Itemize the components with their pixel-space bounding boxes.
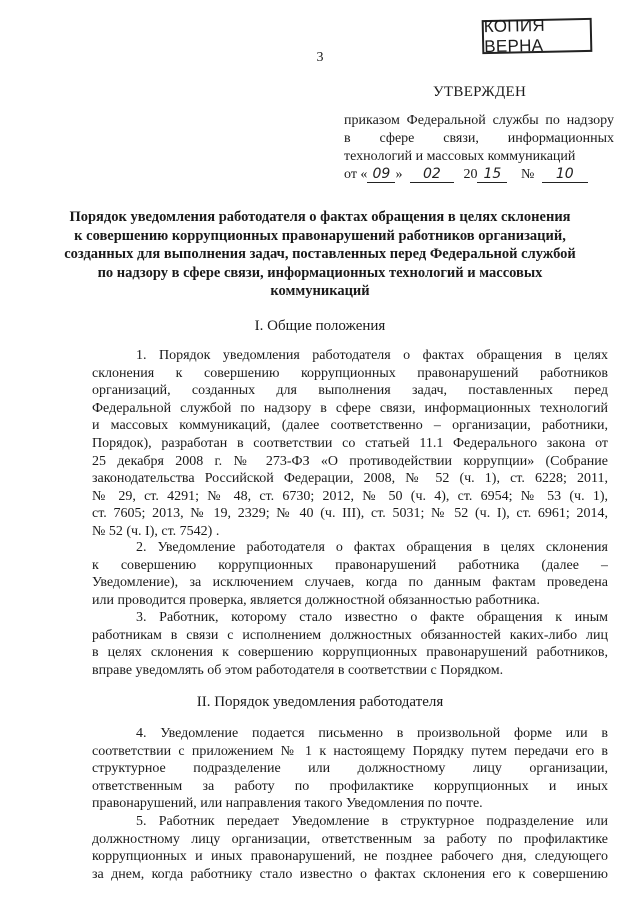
section-heading-general: I. Общие положения	[254, 318, 386, 334]
text-line: 4. Уведомление подается письменно в произвольной форме или в	[136, 726, 608, 741]
date-prefix: от «	[344, 167, 368, 182]
handwritten-day: 09	[367, 166, 395, 183]
order-reference	[344, 112, 614, 166]
text-line: ответственным за работу по профилактике коррупционных и иных	[92, 778, 608, 794]
text-line: 1. Порядок уведомления работодателя о фактах обращения в целях	[136, 348, 608, 363]
text-line: должностному лицу организации, ответственным за работу по профилактике	[92, 831, 608, 847]
year-prefix: 20	[463, 167, 478, 182]
text-line: 5. Работник передает Уведомление в структурное подразделение или	[136, 814, 608, 829]
text-line: работникам в связи с исполнением должностных обязанностей каких-либо лиц	[92, 627, 608, 643]
text-line: к совершению коррупционных правонарушений работника (далее –	[92, 557, 608, 573]
section-heading-procedure: II. Порядок уведомления работодателя	[196, 694, 444, 710]
copy-certified-stamp	[482, 15, 593, 57]
page-number: 3	[316, 50, 324, 65]
text-line: структурное подразделение или должностному лицу организации,	[92, 761, 608, 777]
text-line: организаций, созданных для выполнения задач, поставленных перед	[92, 383, 608, 399]
text-line: правонарушений, или направления такого Уведомления по почте.	[92, 796, 483, 812]
text-line: № 52 (ч. I), ст. 7542) .	[92, 523, 220, 539]
text-line: Федеральной службой по надзору в сфере связи, информационных технологий	[92, 400, 608, 416]
paragraph-1	[92, 347, 608, 541]
text-line: Порядок), разработан в соответствии со статьей 11.1 Федерального закона от	[92, 435, 608, 451]
text-line: 2. Уведомление работодателя о фактах обращения в целях склонения	[136, 540, 608, 555]
text-line: ст. 7605; 2013, № 19, 2329; № 40 (ч. III), ст. 5031; № 52 (ч. I), ст. 6961; 2014,	[92, 506, 608, 522]
order-line: приказом Федеральной службы по надзору	[344, 113, 614, 128]
handwritten-number: 10	[542, 166, 588, 183]
text-line: коррупционных и иных правонарушений, не позднее рабочего дня, следующего	[92, 849, 608, 865]
text-line: в целях склонения к совершению коррупционных правонарушений работников,	[92, 645, 608, 661]
text-line: склонения к совершению коррупционных правонарушений работников	[92, 365, 608, 381]
text-line: соответствии с приложением № 1 к настоящему Порядку путем передачи его в	[92, 743, 608, 759]
order-date-line	[344, 166, 614, 186]
text-line: вправе уведомлять об этом работодателя в соответствии с Порядком.	[92, 662, 504, 678]
text-line: 3. Работник, которому стало известно о факте обращения к иным	[136, 610, 608, 625]
title-line: коммуникаций	[270, 283, 370, 299]
title-line: по надзору в сфере связи, информационных технологий и массовых	[97, 264, 543, 281]
title-line: Порядок уведомления работодателя о фактах обращения в целях склонения	[69, 209, 571, 225]
paragraph-5	[92, 813, 608, 883]
order-line: технологий и массовых коммуникаций	[344, 149, 576, 164]
text-line: за днем, когда работнику стало известно о фактах склонения его к совершению	[92, 866, 608, 882]
number-label: №	[520, 167, 535, 182]
text-line: Уведомление), за исключением случаев, когда по данным фактам проведена	[92, 575, 608, 591]
order-line: в сфере связи, информационных	[344, 131, 614, 146]
title-line: созданных для выполнения задач, поставленных перед Федеральной службой	[64, 246, 576, 262]
document-title	[60, 208, 580, 301]
text-line: 25 декабря 2008 г. № 273-ФЗ «О противодействии коррупции» (Собрание	[92, 453, 608, 469]
text-line: № 29, ст. 4291; № 48, ст. 6730; 2012, № 50 (ч. 4), ст. 6954; № 53 (ч. 1),	[92, 488, 608, 504]
paragraph-4	[92, 725, 608, 813]
approved-heading: УТВЕРЖДЕН	[433, 84, 527, 100]
date-close-quote: »	[395, 167, 403, 182]
paragraph-3	[92, 609, 608, 679]
text-line: законодательства Российской Федерации, 2008, № 52 (ч. 1), ст. 6228; 2011,	[92, 471, 608, 487]
stamp-text: КОПИЯ ВЕРНА	[483, 15, 546, 57]
paragraph-2	[92, 539, 608, 609]
title-line: к совершению коррупционных правонарушений работников организаций,	[74, 227, 566, 244]
text-line: или проводится проверка, является должностной обязанностью работника.	[92, 592, 540, 608]
handwritten-year: 15	[477, 166, 507, 183]
text-line: и массовых коммуникаций, (далее соответственно – организации, работники,	[92, 418, 608, 434]
handwritten-month: 02	[410, 166, 454, 183]
